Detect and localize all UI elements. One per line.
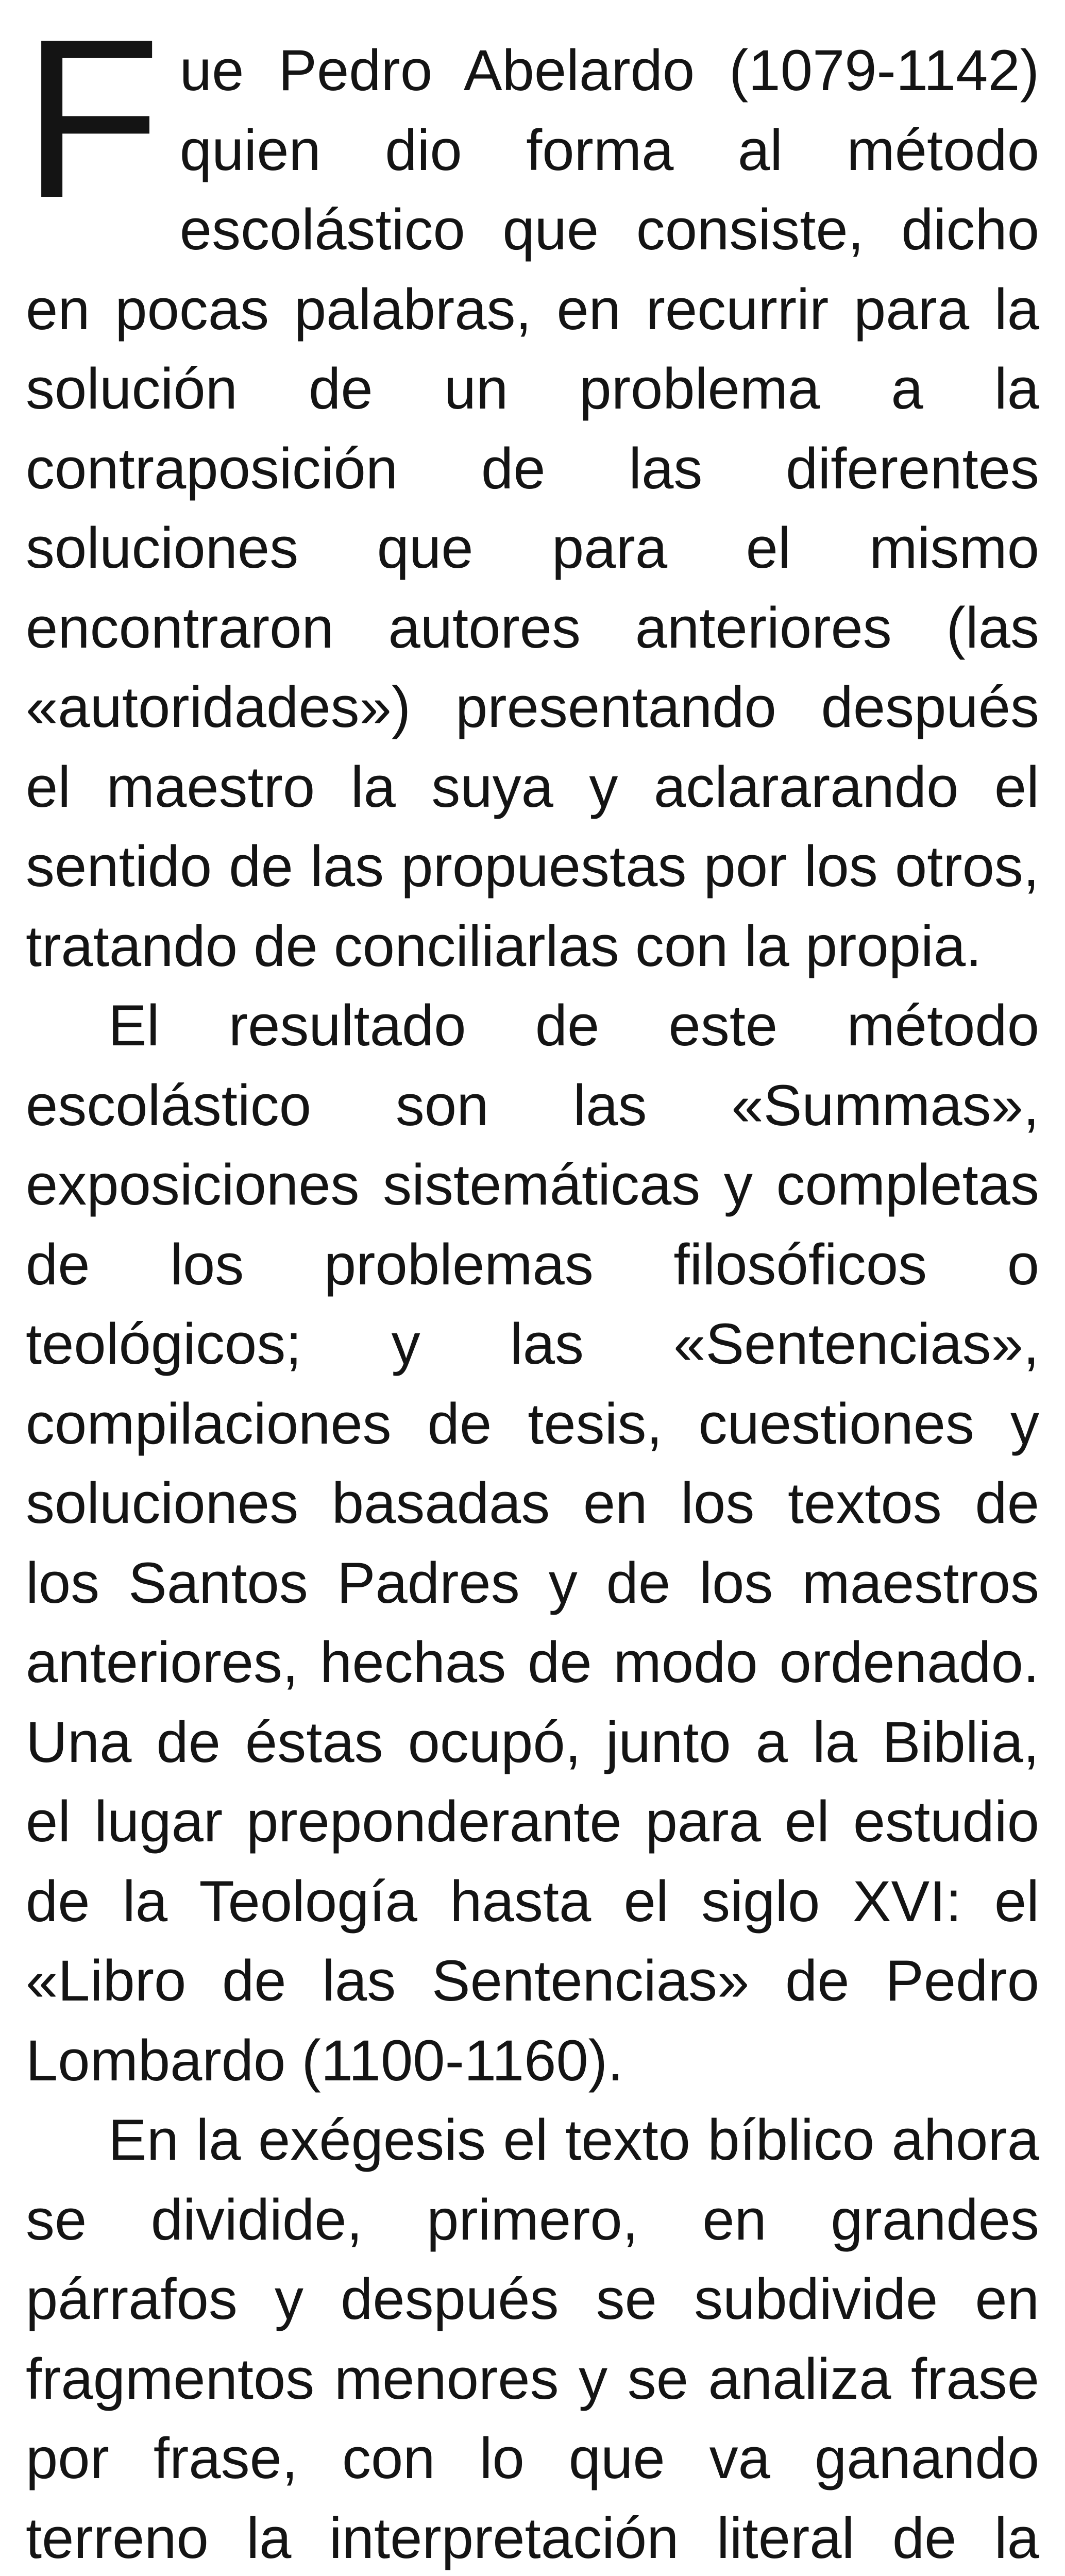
drop-cap: F [23, 0, 161, 245]
paragraph-1 [23, 0, 1039, 986]
paragraph-3: En la exégesis el texto bíblico ahora se dividide, primero, en grandes párrafos y después se subdivide en fragmentos menores y se analiza frase por frase, con lo que va ganando terreno la interpretación literal de la [26, 2108, 1039, 2570]
article-column [23, 0, 1039, 2576]
paragraph-1-text: ue Pedro Abelardo (1079-1142) quien dio forma al método escolástico que consiste, dicho en pocas palabras, en recurrir para la solución de un problema a la contraposición de las diferentes soluciones que para el mismo encontraron autores anteriores (las «autoridades») presentando después el maestro la suya y aclararando el sentido de las propuestas por los otros, tratando de conciliarlas con la propia. [26, 38, 1039, 978]
paragraph-2: El resultado de este método escolástico son las «Summas», exposiciones sistemáticas y completas de los problemas filosóficos o teológicos; y las «Sentencias», compilaciones de tesis, cuestiones y soluciones basadas en los textos de los Santos Padres y de los maestros anteriores, hechas de modo ordenado. Una de éstas ocupó, junto a la Biblia, el lugar preponderante para el estudio de la Teología hasta el siglo XVI: el «Libro de las Sentencias» de Pedro Lombardo (1100-1160). [26, 993, 1039, 2093]
